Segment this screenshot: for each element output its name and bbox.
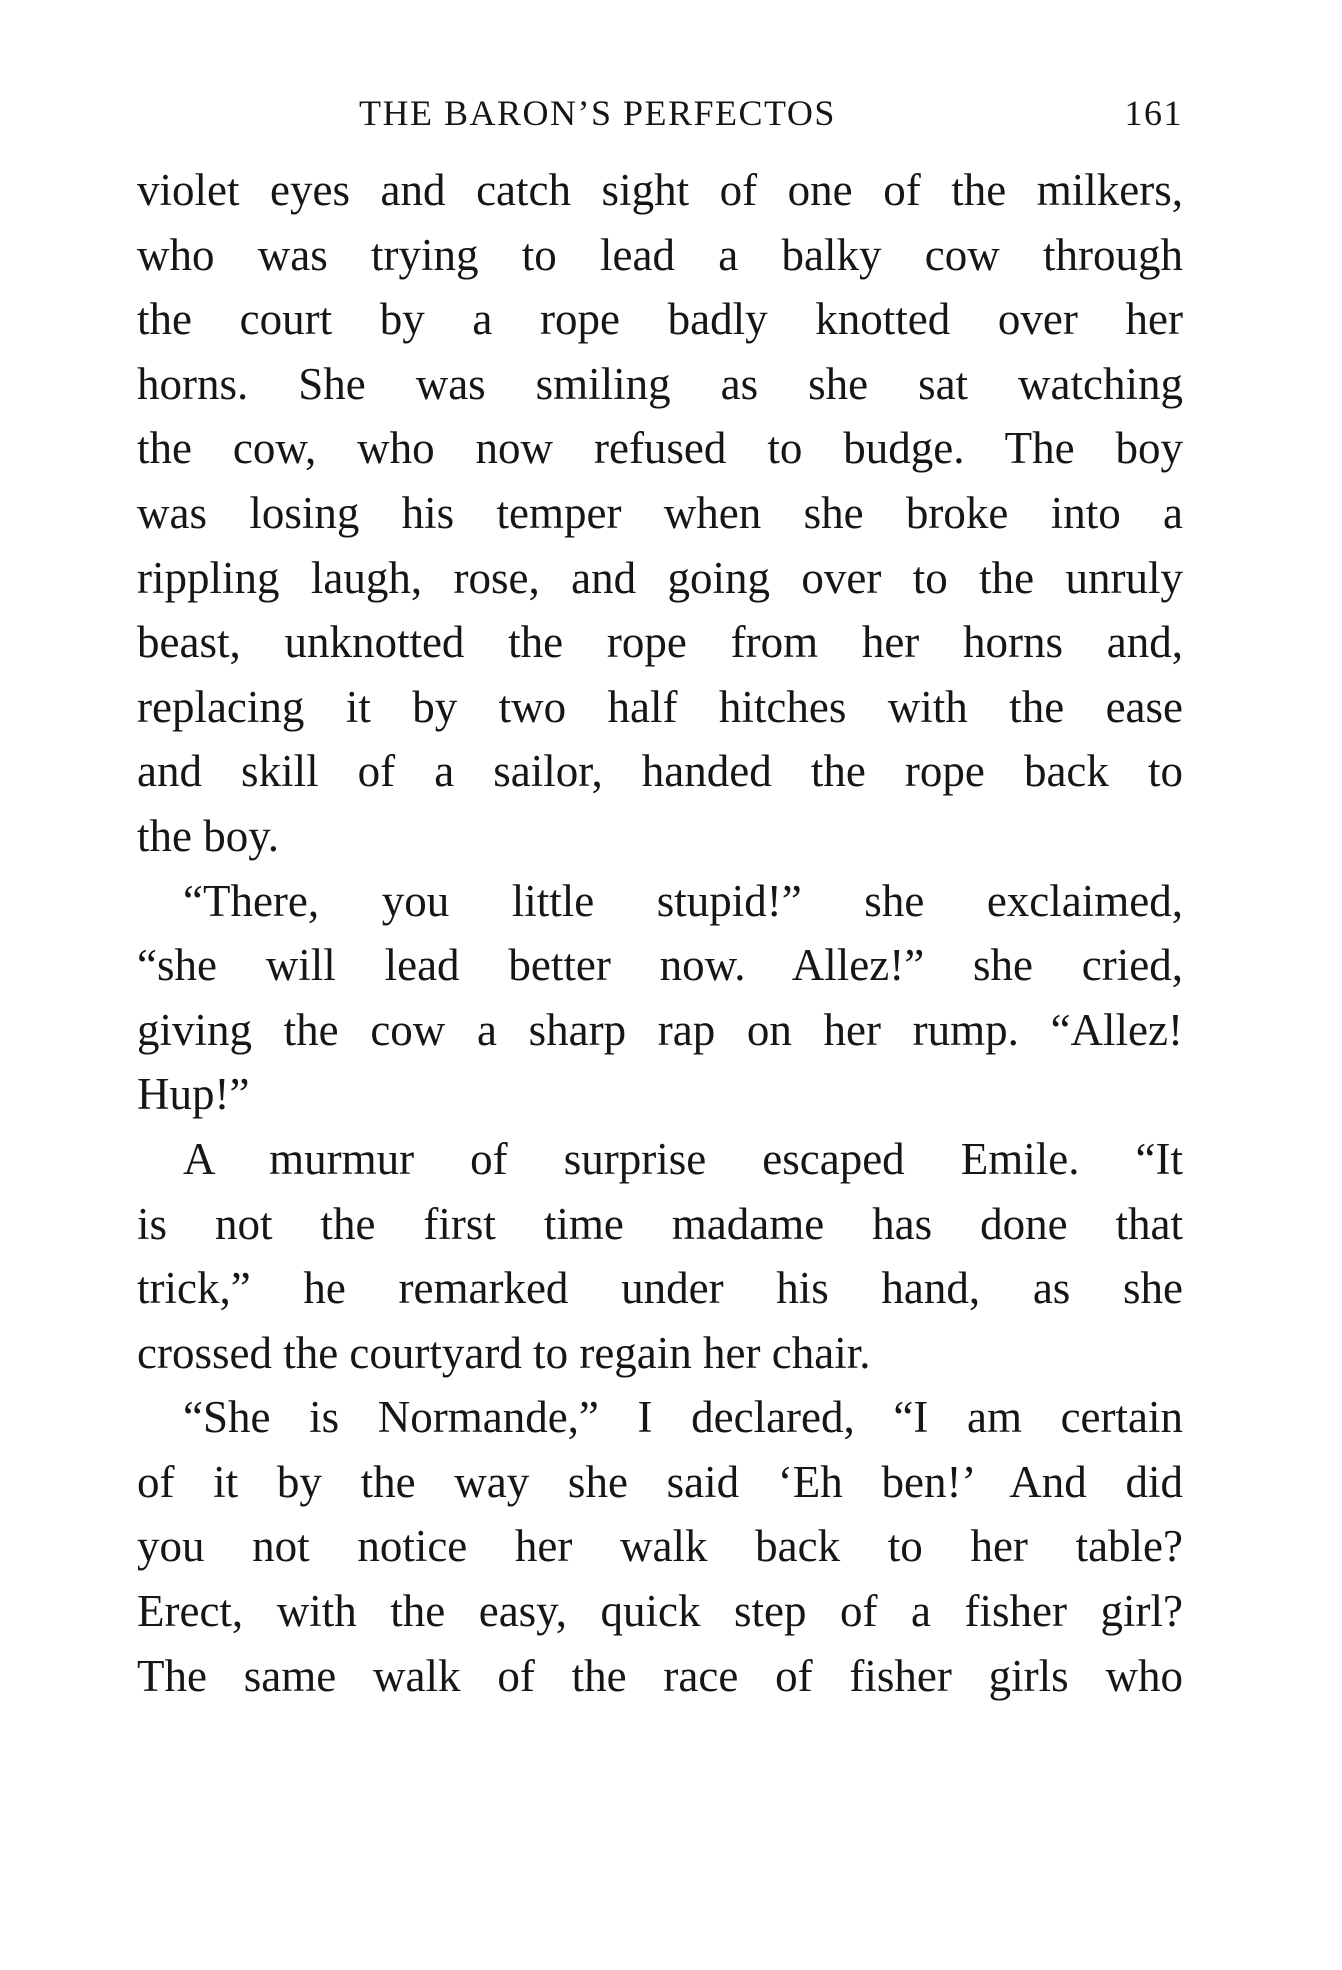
text-line: “She is Normande,” I declared, “I am certain xyxy=(183,1392,1183,1443)
book-page xyxy=(137,92,1183,1708)
text-line: beast, unknotted the rope from her horns and, xyxy=(137,617,1183,668)
text-line: who was trying to lead a balky cow through xyxy=(137,229,1183,280)
text-line: the court by a rope badly knotted over her xyxy=(137,294,1183,345)
text-line: replacing it by two half hitches with the ease xyxy=(137,681,1183,732)
text-line: the boy. xyxy=(137,810,280,861)
text-line: and skill of a sailor, handed the rope back to xyxy=(137,746,1183,797)
text-line: of it by the way she said ‘Eh ben!’ And did xyxy=(137,1456,1183,1507)
text-line: “There, you little stupid!” she exclaimed, xyxy=(183,875,1183,926)
text-line: rippling laugh, rose, and going over to the unruly xyxy=(137,552,1183,603)
text-line: giving the cow a sharp rap on her rump. “Allez! xyxy=(137,1004,1183,1055)
text-line: you not notice her walk back to her table? xyxy=(137,1521,1183,1572)
text-line: The same walk of the race of fisher girls who xyxy=(137,1650,1183,1701)
text-line: was losing his temper when she broke into a xyxy=(137,487,1183,538)
text-line: horns. She was smiling as she sat watching xyxy=(137,358,1183,409)
paragraph xyxy=(137,158,1183,869)
text-line: trick,” he remarked under his hand, as she xyxy=(137,1263,1183,1314)
text-line: A murmur of surprise escaped Emile. “It xyxy=(183,1133,1183,1184)
text-line: “she will lead better now. Allez!” she cried, xyxy=(137,940,1183,991)
running-title: THE BARON’S PERFECTOS xyxy=(359,93,836,133)
running-head xyxy=(137,92,1183,144)
text-line: the cow, who now refused to budge. The boy xyxy=(137,423,1183,474)
paragraph xyxy=(137,1127,1183,1385)
text-line: Hup!” xyxy=(137,1069,250,1120)
page-number: 161 xyxy=(1124,93,1183,133)
text-line: crossed the courtyard to regain her chair. xyxy=(137,1327,871,1378)
text-line: is not the first time madame has done that xyxy=(137,1198,1183,1249)
body-text xyxy=(137,158,1183,1708)
paragraph xyxy=(137,869,1183,1127)
text-line: violet eyes and catch sight of one of the milkers, xyxy=(137,165,1183,215)
text-line: Erect, with the easy, quick step of a fisher girl? xyxy=(137,1586,1183,1637)
paragraph xyxy=(137,1385,1183,1708)
